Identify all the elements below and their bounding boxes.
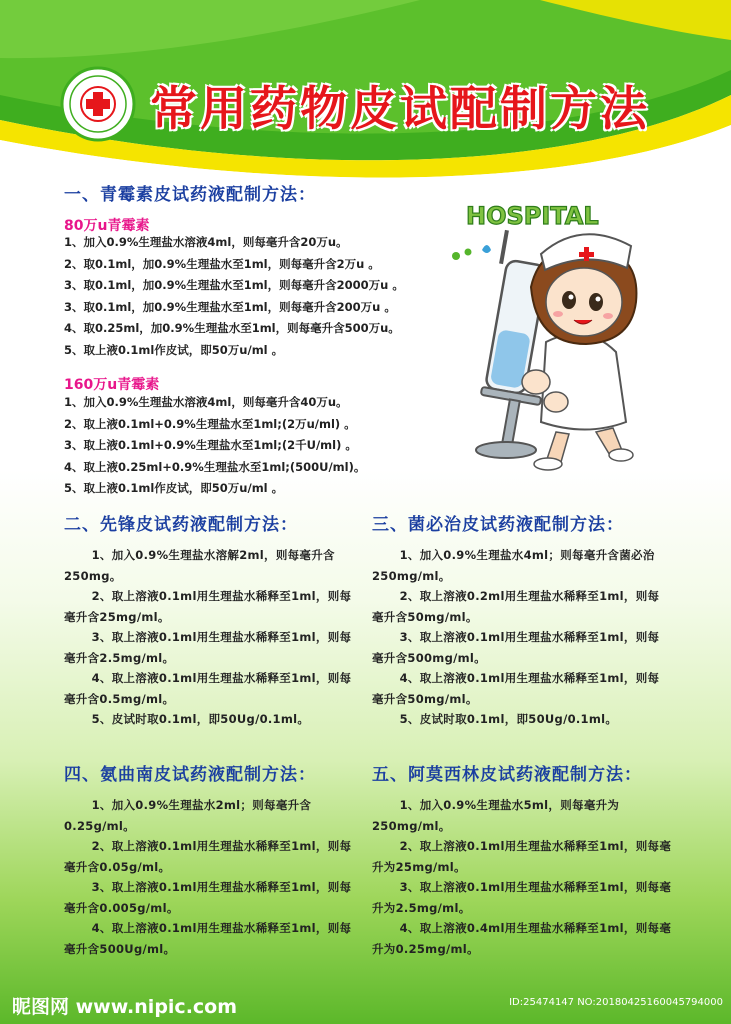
section-heading-cephalosporin: 二、先锋皮试药液配制方法：	[64, 515, 298, 535]
list-item: 1、加入0.9%生理盐水溶解2ml，则每毫升含250mg。	[64, 548, 335, 583]
section-heading-amoxicillin: 五、阿莫西林皮试药液配制方法：	[372, 765, 642, 785]
list-item: 5、皮试时取0.1ml，即50Ug/0.1ml。	[399, 712, 618, 726]
list-item: 4、取上溶液0.1ml用生理盐水稀释至1ml，则每毫升含500Ug/ml。	[64, 921, 352, 956]
list-item: 4、取上液0.25ml+0.9%生理盐水至1ml;(500U/ml)。	[64, 459, 366, 474]
nurse-illustration	[436, 192, 696, 477]
list-item: 4、取上溶液0.4ml用生理盐水稀释至1ml，则每毫升为0.25mg/ml。	[372, 921, 672, 956]
list-item: 1、加入0.9%生理盐水4ml；则每毫升含菌必治250mg/ml。	[372, 548, 655, 583]
section-heading-aztreonam: 四、氨曲南皮试药液配制方法：	[64, 765, 316, 785]
list-item: 3、取上溶液0.1ml用生理盐水稀释至1ml，则每毫升含0.005g/ml。	[64, 880, 352, 915]
list-item: 1、加入0.9%生理盐水溶液4ml，则每毫升含20万u。	[64, 235, 348, 249]
image-id: ID:25474147 NO:20180425160045794000	[509, 997, 723, 1008]
list-item: 5、皮试时取0.1ml，即50Ug/0.1ml。	[91, 712, 310, 726]
section-heading-penicillin: 一、青霉素皮试药液配制方法：	[64, 185, 316, 205]
list-item: 1、加入0.9%生理盐水5ml，则每毫升为250mg/ml。	[372, 798, 620, 833]
list-item: 1、加入0.9%生理盐水溶液4ml，则每毫升含40万u。	[64, 395, 348, 409]
subtitle-160w: 160万u青霉素	[64, 377, 160, 393]
steps-amoxicillin	[372, 795, 672, 959]
list-item: 3、取0.1ml，加0.9%生理盐水至1ml，则每毫升含2000万u 。	[64, 278, 404, 292]
list-item: 2、取上液0.1ml+0.9%生理盐水至1ml;(2万u/ml) 。	[64, 416, 356, 431]
section-heading-ceftriaxone: 三、菌必治皮试药液配制方法：	[372, 515, 624, 535]
hospital-label: HOSPITAL	[466, 202, 599, 230]
list-item: 2、取上溶液0.1ml用生理盐水稀释至1ml，则每毫升为25mg/ml。	[372, 839, 672, 874]
list-item: 3、取上液0.1ml+0.9%生理盐水至1ml;(2千U/ml) 。	[64, 438, 357, 452]
list-item: 3、取上溶液0.1ml用生理盐水稀释至1ml，则每毫升含500mg/ml。	[372, 630, 660, 665]
list-item: 4、取上溶液0.1ml用生理盐水稀释至1ml，则每毫升含50mg/ml。	[372, 671, 660, 706]
list-item: 4、取0.25ml，加0.9%生理盐水至1ml，则每毫升含500万u。	[64, 321, 400, 335]
list-item: 1、加入0.9%生理盐水2ml；则每毫升含0.25g/ml。	[64, 798, 312, 833]
list-item: 2、取0.1ml，加0.9%生理盐水至1ml，则每毫升含2万u 。	[64, 256, 380, 271]
steps-cephalosporin	[64, 545, 360, 730]
watermark: 昵图网 www.nipic.com	[12, 996, 238, 1018]
nurse-figure	[522, 234, 636, 470]
page-title: 常用药物皮试配制方法	[150, 82, 650, 137]
list-item: 3、取上溶液0.1ml用生理盐水稀释至1ml，则每毫升为2.5mg/ml。	[372, 880, 672, 915]
list-item: 3、取上溶液0.1ml用生理盐水稀释至1ml，则每毫升含2.5mg/ml。	[64, 630, 352, 665]
hospital-lettering	[466, 202, 599, 230]
steps-ceftriaxone	[372, 545, 668, 730]
list-item: 3、取0.1ml，加0.9%生理盐水至1ml，则每毫升含200万u 。	[64, 299, 396, 314]
list-item: 5、取上液0.1ml作皮试，即50万u/ml 。	[64, 481, 284, 495]
steps-aztreonam	[64, 795, 360, 959]
steps-80w	[64, 232, 404, 361]
pill-icon	[452, 245, 491, 260]
clinic-logo	[60, 66, 136, 142]
list-item: 2、取上溶液0.1ml用生理盐水稀释至1ml，则每毫升含25mg/ml。	[64, 589, 352, 624]
steps-160w	[64, 392, 365, 500]
list-item: 2、取上溶液0.1ml用生理盐水稀释至1ml，则每毫升含0.05g/ml。	[64, 839, 352, 874]
syringe-icon	[476, 230, 547, 458]
list-item: 4、取上溶液0.1ml用生理盐水稀释至1ml，则每毫升含0.5mg/ml。	[64, 671, 352, 706]
subtitle-80w: 80万u青霉素	[64, 218, 150, 234]
list-item: 5、取上液0.1ml作皮试，即50万u/ml 。	[64, 342, 284, 357]
list-item: 2、取上溶液0.2ml用生理盐水稀释至1ml，则每毫升含50mg/ml。	[372, 589, 660, 624]
